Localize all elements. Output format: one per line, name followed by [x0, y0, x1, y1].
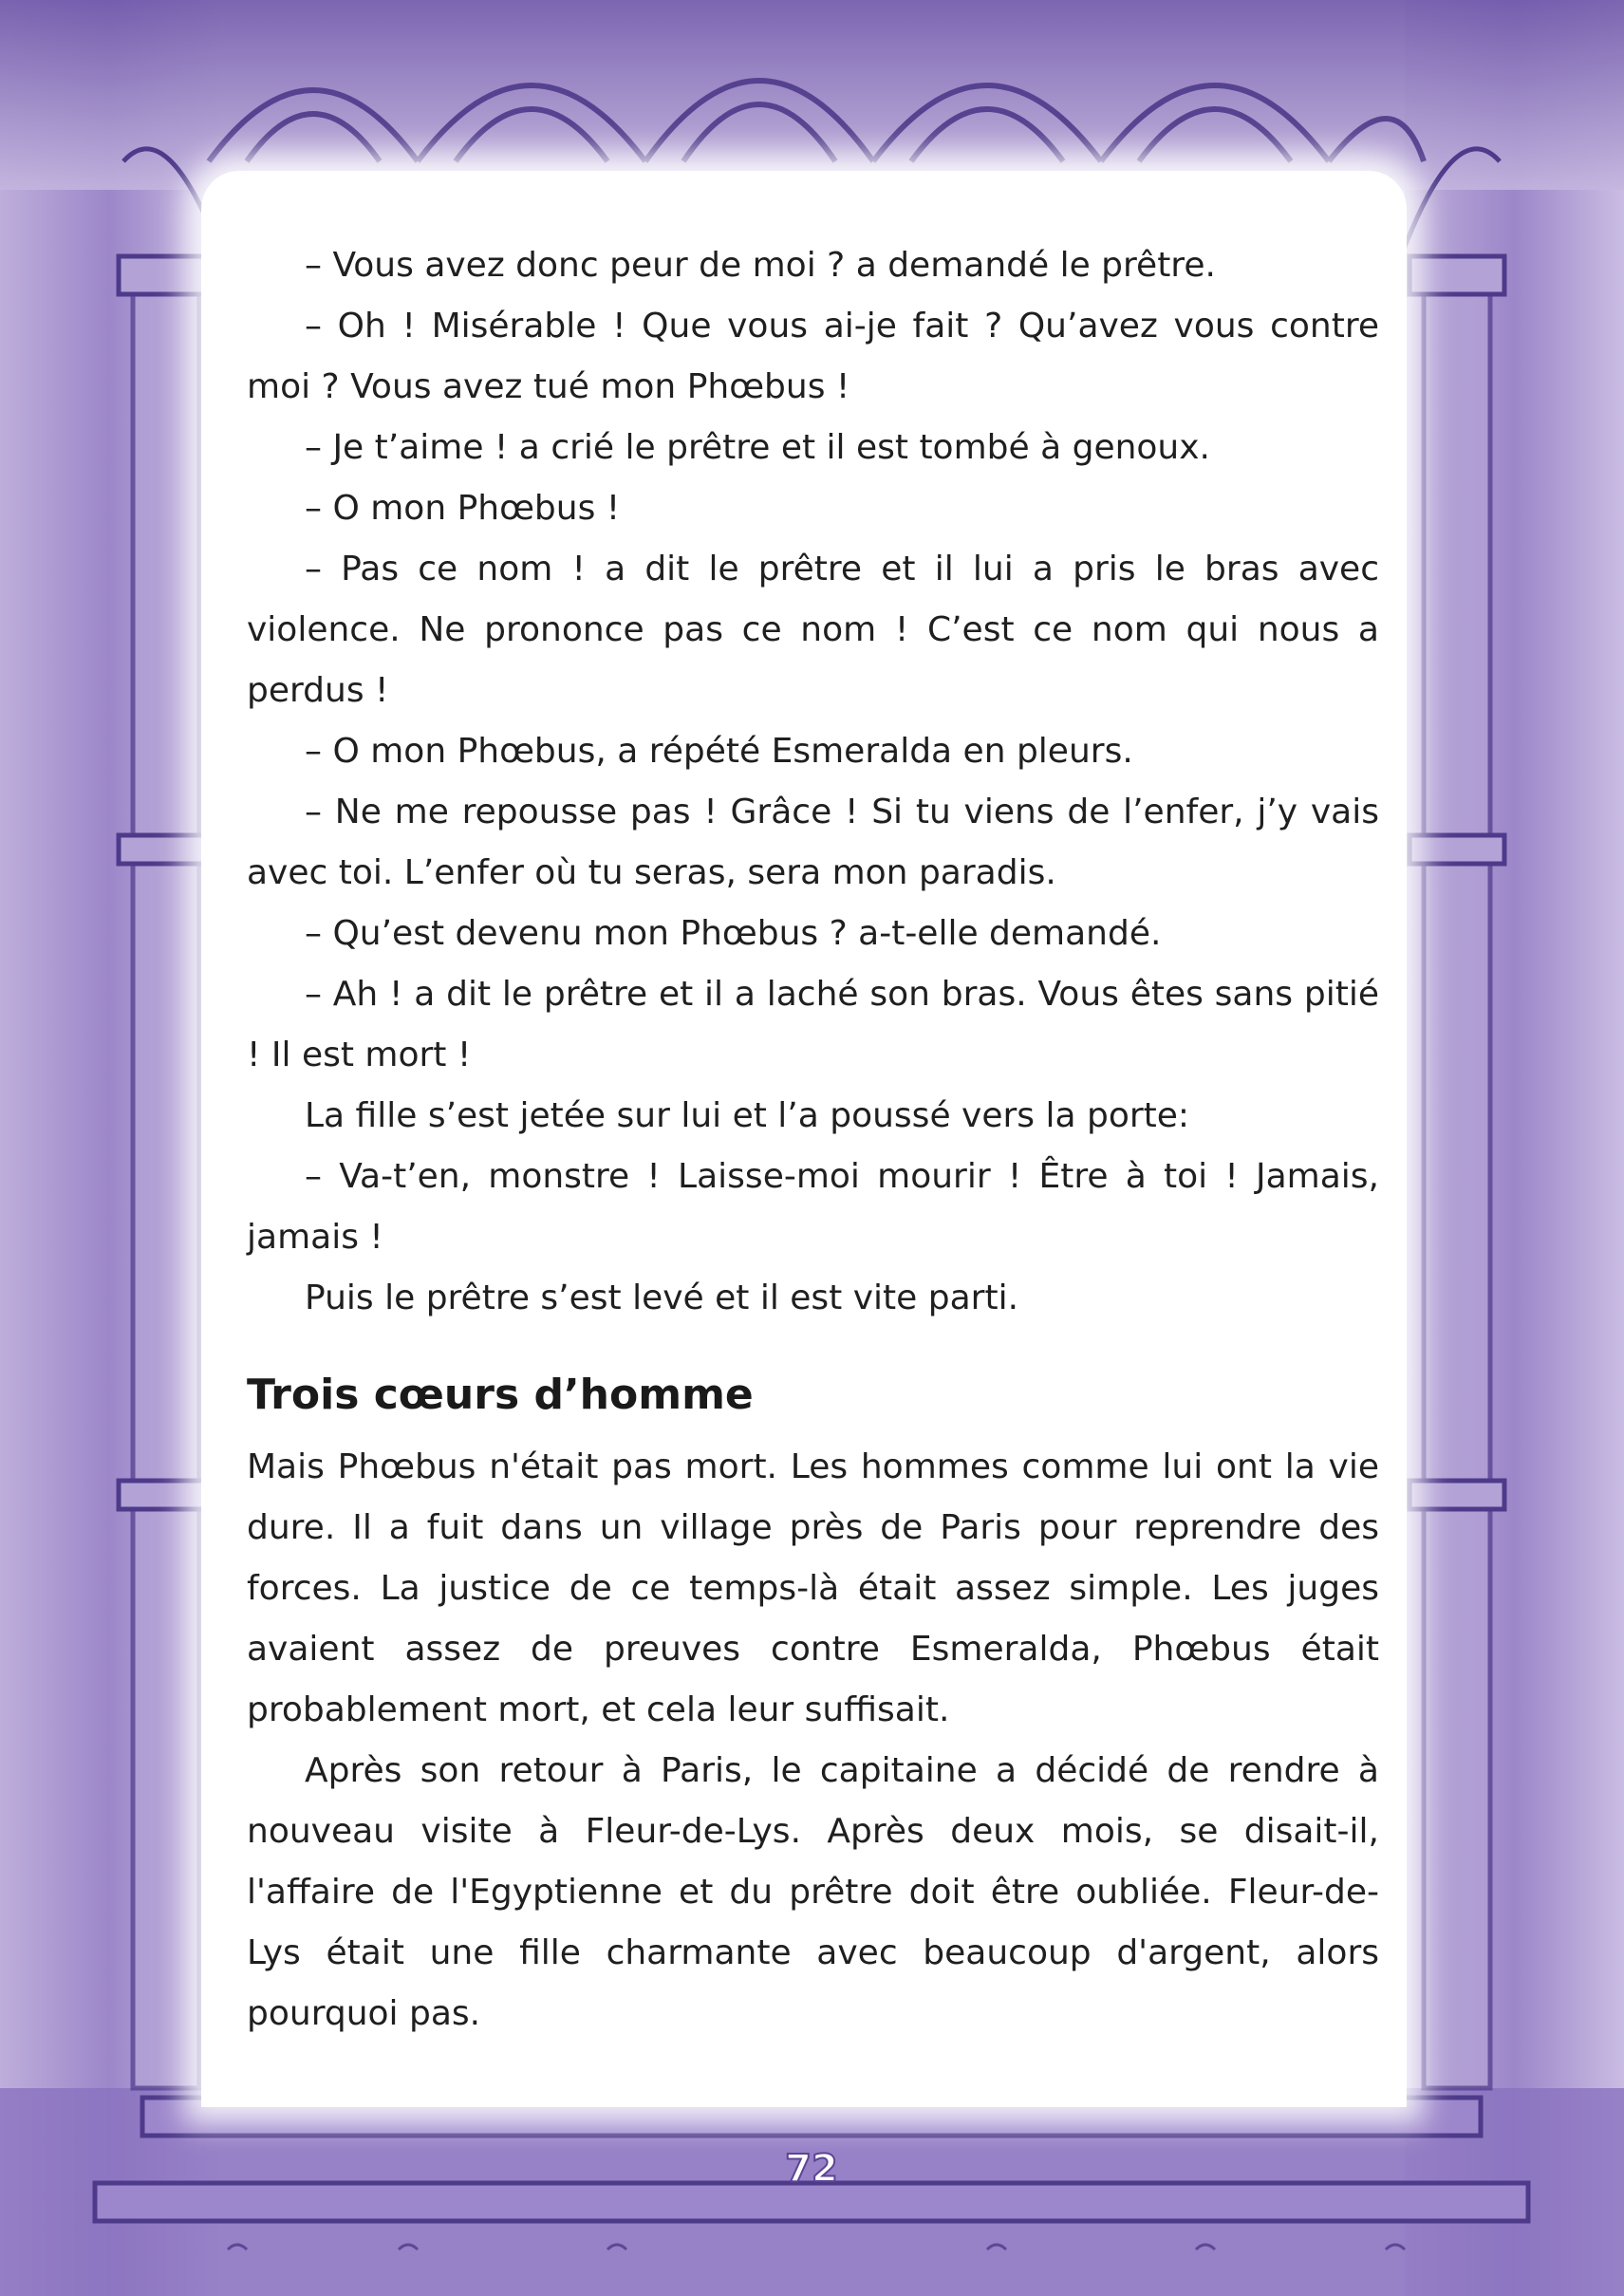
dialogue-line: – O mon Phœbus !	[305, 489, 621, 528]
chapter-heading: Trois cœurs d’homme	[247, 1371, 754, 1419]
dialogue-line: – Vous avez donc peur de moi ? a demandé le prêtre.	[305, 246, 1216, 285]
dialogue-line: – Oh ! Misérable ! Que vous ai-je fait ? Qu’avez vous contre moi ? Vous avez tué mon Phœbus !	[247, 307, 1379, 406]
dialogue-line: – Ah ! a dit le prêtre et il a laché son bras. Vous êtes sans pitié ! Il est mort !	[247, 975, 1379, 1074]
dialogue-line: – Pas ce nom ! a dit le prêtre et il lui a pris le bras avec violence. Ne prononce pas ce nom ! C’est ce nom qui nous a perdus !	[247, 550, 1379, 710]
narration-line: La fille s’est jetée sur lui et l’a poussé vers la porte:	[305, 1096, 1190, 1135]
body-paragraph: Mais Phœbus n'était pas mort. Les hommes comme lui ont la vie dure. Il a fuit dans un village près de Paris pour reprendre des forces. La justice de ce temps-là était assez simple. Les juges avaient assez de preuves contre Esmeralda, Phœbus était probablement mort, et cela leur suffisait.	[247, 1447, 1379, 1729]
narration-line: Puis le prêtre s’est levé et il est vite parti.	[305, 1279, 1019, 1317]
page-number: 72	[785, 2147, 838, 2191]
dialogue-line: – Va-t’en, monstre ! Laisse-moi mourir ! Être à toi ! Jamais, jamais !	[247, 1157, 1379, 1257]
dialogue-line: – Je t’aime ! a crié le prêtre et il est tombé à genoux.	[305, 428, 1210, 467]
page-text	[247, 235, 1379, 2044]
dialogue-line: – Ne me repousse pas ! Grâce ! Si tu viens de l’enfer, j’y vais avec toi. L’enfer où tu seras, sera mon paradis.	[247, 793, 1379, 892]
dialogue-line: – Qu’est devenu mon Phœbus ? a-t-elle demandé.	[305, 914, 1162, 953]
dialogue-line: – O mon Phœbus, a répété Esmeralda en pleurs.	[305, 732, 1133, 771]
body-paragraph: Après son retour à Paris, le capitaine a décidé de rendre à nouveau visite à Fleur-de-Lys. Après deux mois, se disait-il, l'affaire de l'Egyptienne et du prêtre doit être oubliée. Fleur-de-Lys était une fille charmante avec beaucoup d'argent, alors pourquoi pas.	[247, 1751, 1379, 2033]
